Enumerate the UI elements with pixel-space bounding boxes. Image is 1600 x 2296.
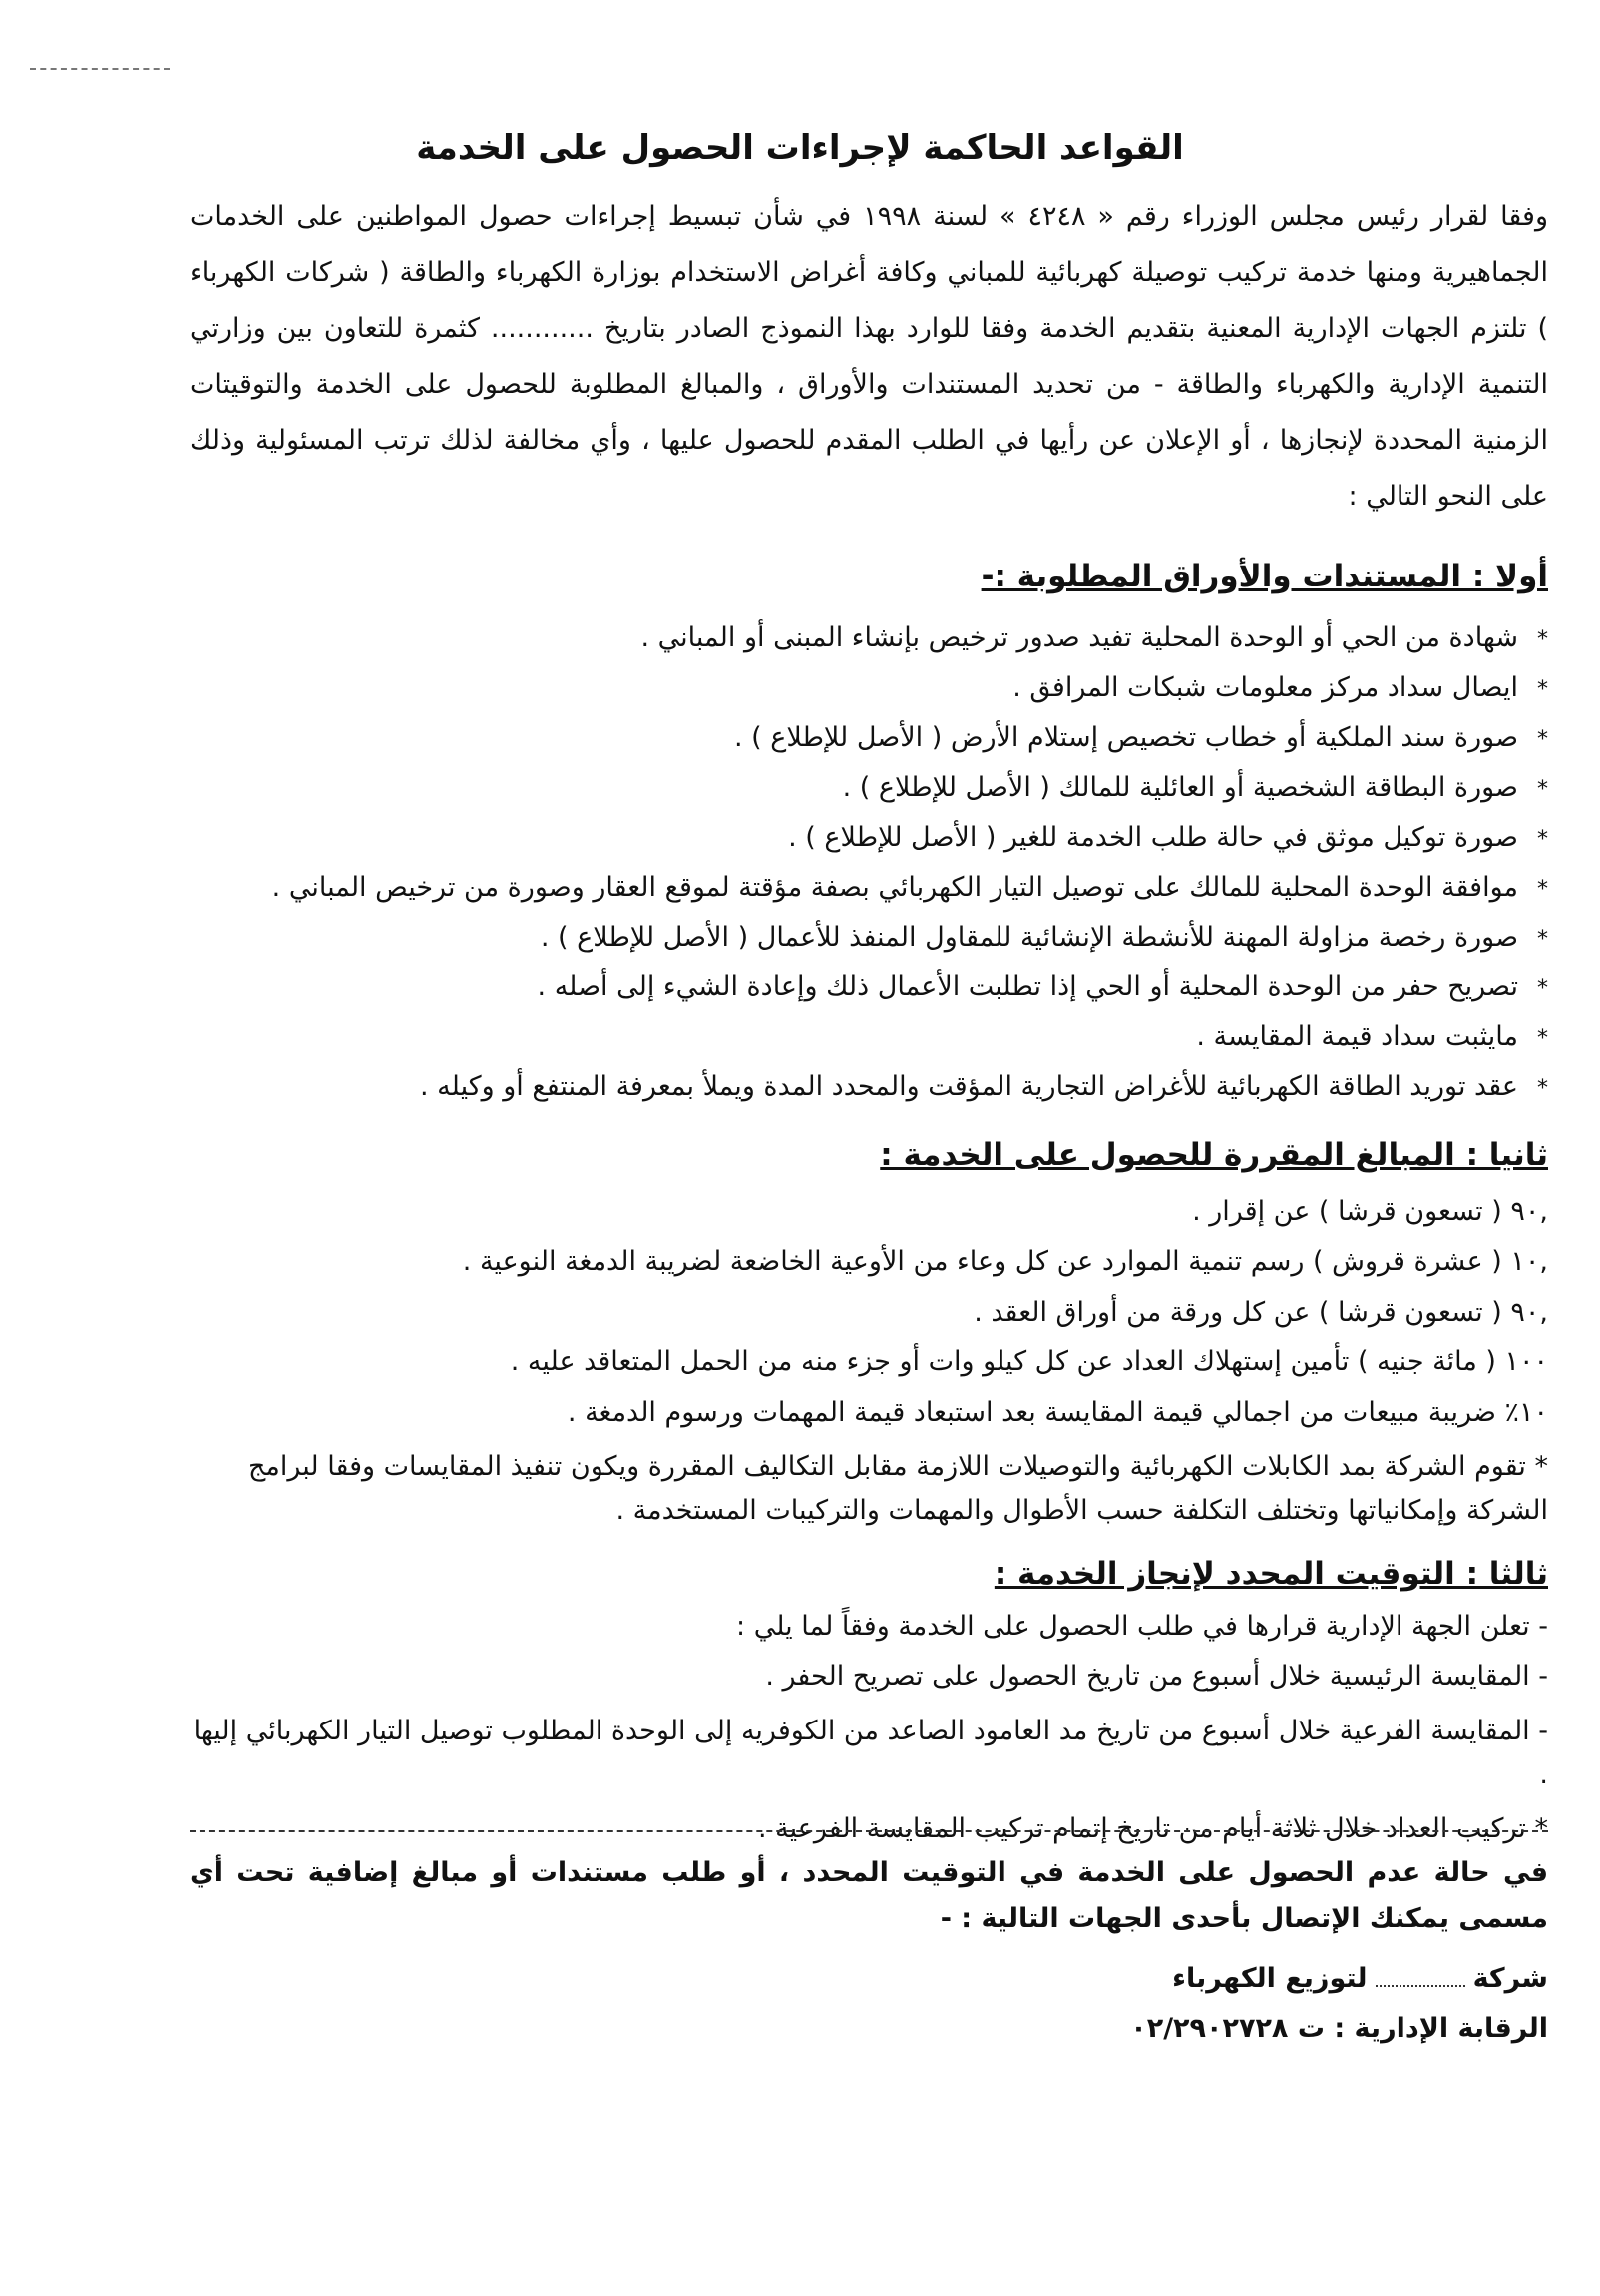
section3-list bbox=[180, 1602, 1548, 1854]
list-item: *شهادة من الحي أو الوحدة المحلية تفيد صدور ترخيص بإنشاء المبنى أو المباني . bbox=[640, 622, 1548, 653]
document-title: القواعد الحاكمة لإجراءات الحصول على الخدمة bbox=[416, 128, 1184, 168]
section1-heading: أولا : المستندات والأوراق المطلوبة :- bbox=[981, 559, 1548, 594]
section3-heading: ثالثا : التوقيت المحدد لإنجاز الخدمة : bbox=[994, 1556, 1548, 1592]
list-item: *صورة توكيل موثق في حالة طلب الخدمة للغير ( الأصل للإطلاع ) . bbox=[788, 822, 1548, 853]
list-item: *موافقة الوحدة المحلية للمالك على توصيل التيار الكهربائي بصفة مؤقتة لموقع العقار وصورة من ترخيص المباني . bbox=[271, 872, 1548, 903]
list-item: *صورة سند الملكية أو خطاب تخصيص إستلام الأرض ( الأصل للإطلاع ) . bbox=[733, 722, 1548, 753]
list-item: *تصريح حفر من الوحدة المحلية أو الحي إذا تطلبت الأعمال ذلك وإعادة الشيء إلى أصله . bbox=[537, 971, 1548, 1002]
bullet-icon: * bbox=[1537, 827, 1548, 852]
bullet-icon: * bbox=[1537, 1026, 1548, 1051]
list-item: *مايثبت سداد قيمة المقايسة . bbox=[1196, 1021, 1548, 1052]
list-item: - تعلن الجهة الإدارية قرارها في طلب الحصول على الخدمة وفقاً لما يلي : bbox=[736, 1611, 1548, 1642]
list-item: *صورة البطاقة الشخصية أو العائلية للمالك ( الأصل للإطلاع ) . bbox=[842, 772, 1548, 803]
dashed-divider bbox=[190, 1830, 1548, 1832]
bullet-icon: * bbox=[1537, 677, 1548, 702]
section2-heading: ثانيا : المبالغ المقررة للحصول على الخدمة : bbox=[880, 1137, 1548, 1173]
list-item: * تقوم الشركة بمد الكابلات الكهربائية والتوصيلات اللازمة مقابل التكاليف المقررة ويكون تنفيذ المقايسات وفقا لبرامج الشركة وإمكانياتها وتختلف التكلفة حسب الأطوال والمهمات والتركيبات المستخدمة . bbox=[247, 1451, 1548, 1527]
list-item: - المقايسة الرئيسية خلال أسبوع من تاريخ الحصول على تصريح الحفر . bbox=[765, 1661, 1548, 1693]
section1-list bbox=[180, 610, 1548, 1109]
list-item: ,٩٠ ( تسعون قرشا ) عن كل ورقة من أوراق العقد . bbox=[974, 1296, 1548, 1328]
intro-paragraph: وفقا لقرار رئيس مجلس الوزراء رقم « ٤٢٤٨ » لسنة ١٩٩٨ في شأن تبسيط إجراءات حصول المواطنين على الخدمات الجماهيرية ومنها خدمة تركيب توصيلة كهربائية للمباني وكافة أغراض الاستخدام بوزارة الكهرباء والطاقة ( شركات الكهرباء ) تلتزم الجهات الإدارية المعنية بتقديم الخدمة وفقا للوارد بهذا النموذج الصادر بتاريخ ............ كثمرة للتعاون بين وزارتي التنمية الإدارية والكهرباء والطاقة - من تحديد المستندات والأوراق ، والمبالغ المطلوبة للحصول على الخدمة والتوقيتات الزمنية المحددة لإنجازها ، أو الإعلان عن رأيها في الطلب المقدم للحصول عليها ، وأي مخالفة لذلك ترتب المسئولية وذلك على النحو التالي : bbox=[190, 201, 1549, 512]
list-item: ,٩٠ ( تسعون قرشا ) عن إقرار . bbox=[1192, 1196, 1548, 1227]
list-item: *ايصال سداد مركز معلومات شبكات المرافق . bbox=[1012, 672, 1548, 703]
list-item: * تركيب العداد خلال ثلاثة أيام من تاريخ إتمام تركيب المقايسة الفرعية . bbox=[758, 1812, 1548, 1844]
bullet-icon: * bbox=[1537, 1076, 1548, 1101]
bullet-icon: * bbox=[1537, 777, 1548, 802]
list-item: *عقد توريد الطاقة الكهربائية للأغراض التجارية المؤقت والمحدد المدة ويملأ بمعرفة المنتفع أو وكيله . bbox=[420, 1071, 1548, 1102]
list-item: *صورة رخصة مزاولة المهنة للأنشطة الإنشائية للمقاول المنفذ للأعمال ( الأصل للإطلاع ) . bbox=[540, 922, 1548, 953]
contact-company: شركةلتوزيع الكهرباء bbox=[1172, 1963, 1548, 1994]
bullet-icon: * bbox=[1537, 727, 1548, 752]
list-item: ١٠٪ ضريبة مبيعات من اجمالي قيمة المقايسة بعد استبعاد قيمة المهمات ورسوم الدمغة . bbox=[567, 1396, 1548, 1428]
closing-paragraph: في حالة عدم الحصول على الخدمة في التوقيت المحدد ، أو طلب مستندات أو مبالغ إضافية تحت أي مسمى يمكنك الإتصال بأحدى الجهات التالية : - bbox=[190, 1857, 1548, 1934]
list-item: ١٠٠ ( مائة جنيه ) تأمين إستهلاك العداد عن كل كيلو وات أو جزء منه من الحمل المتعاقد عليه . bbox=[510, 1346, 1548, 1378]
list-item: ,١٠ ( عشرة قروش ) رسم تنمية الموارد عن كل وعاء من الأوعية الخاضعة لضريبة الدمغة النوعية . bbox=[462, 1246, 1548, 1278]
bullet-icon: * bbox=[1537, 877, 1548, 902]
contact-oversight: الرقابة الإدارية : ت ٠٢/٢٩٠٢٧٢٨ bbox=[1130, 2013, 1548, 2044]
blank-field bbox=[1376, 1985, 1465, 1987]
bullet-icon: * bbox=[1537, 976, 1548, 1001]
bullet-icon: * bbox=[1537, 927, 1548, 952]
section2-list bbox=[180, 1187, 1548, 1540]
scan-artifact bbox=[30, 68, 170, 70]
bullet-icon: * bbox=[1537, 627, 1548, 652]
list-item: - المقايسة الفرعية خلال أسبوع من تاريخ مد العامود الصاعد من الكوفريه إلى الوحدة المطلوب توصيل التيار الكهربائي إليها . bbox=[193, 1715, 1548, 1790]
